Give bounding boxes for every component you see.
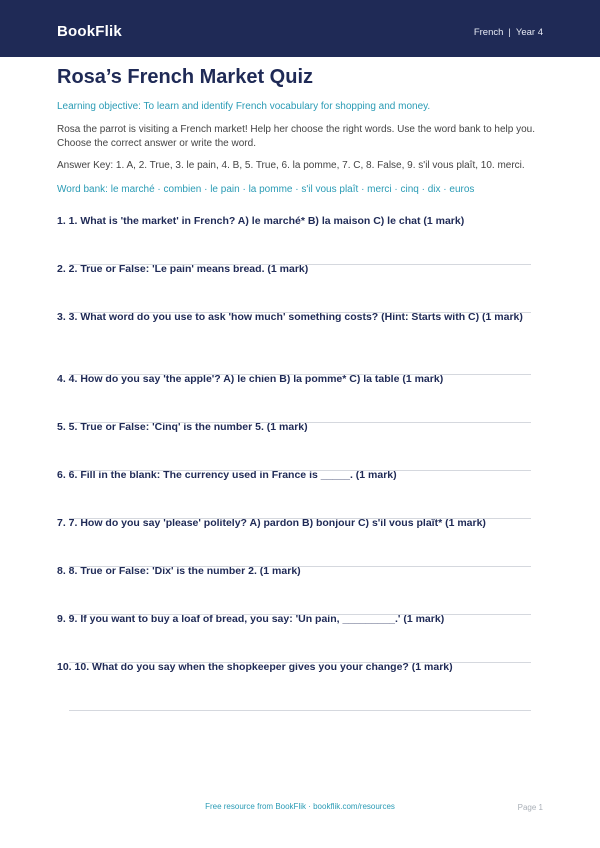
answer-line-10[interactable] [69, 710, 531, 711]
question-8: 8. 8. True or False: 'Dix' is the number 2. (1 mark) [57, 565, 301, 577]
answer-line-1[interactable] [69, 264, 531, 265]
answer-line-9[interactable] [69, 662, 531, 663]
meta-separator: | [508, 27, 511, 38]
question-3: 3. 3. What word do you use to ask 'how much' something costs? (Hint: Starts with C) (1 mark) [57, 311, 523, 323]
answer-line-6[interactable] [69, 518, 531, 519]
intro-text: Rosa the parrot is visiting a French market! Help her choose the right words. Use the word bank to help you. Choose the correct answer or write the word. [57, 124, 536, 149]
word-bank: Word bank: le marché · combien · le pain · la pomme · s'il vous plaît · merci · cinq · dix · euros [57, 184, 475, 195]
question-10: 10. 10. What do you say when the shopkeeper gives you your change? (1 mark) [57, 661, 453, 673]
page-header [0, 0, 600, 57]
question-5: 5. 5. True or False: 'Cinq' is the number 5. (1 mark) [57, 421, 308, 433]
year-label: Year 4 [515, 27, 543, 38]
question-4: 4. 4. How do you say 'the apple'? A) le chien B) la pomme* C) la table (1 mark) [57, 373, 444, 385]
answer-line-7[interactable] [69, 566, 531, 567]
page-number: Page 1 [517, 803, 543, 812]
subject-label: French [473, 27, 504, 38]
answer-line-3[interactable] [69, 374, 531, 375]
question-7: 7. 7. How do you say 'please' politely? A) pardon B) bonjour C) s'il vous plaît* (1 mark) [57, 517, 486, 529]
answer-line-5[interactable] [69, 470, 531, 471]
answer-key: Answer Key: 1. A, 2. True, 3. le pain, 4. B, 5. True, 6. la pomme, 7. C, 8. False, 9. s'il vous plaît, 10. merci. [57, 160, 525, 171]
question-9: 9. 9. If you want to buy a loaf of bread, you say: 'Un pain, _________.' (1 mark) [57, 613, 445, 625]
page-title: Rosa’s French Market Quiz [57, 66, 313, 88]
question-6: 6. 6. Fill in the blank: The currency used in France is _____. (1 mark) [57, 469, 397, 481]
answer-line-2[interactable] [69, 312, 531, 313]
footer-resource-link[interactable]: Free resource from BookFlik · bookflik.com/resources [205, 802, 395, 811]
brand-logo[interactable]: BookFlik [57, 23, 122, 40]
answer-line-4[interactable] [69, 422, 531, 423]
question-1: 1. 1. What is 'the market' in French? A) le marché* B) la maison C) le chat (1 mark) [57, 215, 465, 227]
question-2: 2. 2. True or False: 'Le pain' means bread. (1 mark) [57, 263, 309, 275]
subject-meta [474, 27, 543, 39]
answer-line-8[interactable] [69, 614, 531, 615]
learning-objective: Learning objective: To learn and identify French vocabulary for shopping and money. [57, 101, 431, 112]
